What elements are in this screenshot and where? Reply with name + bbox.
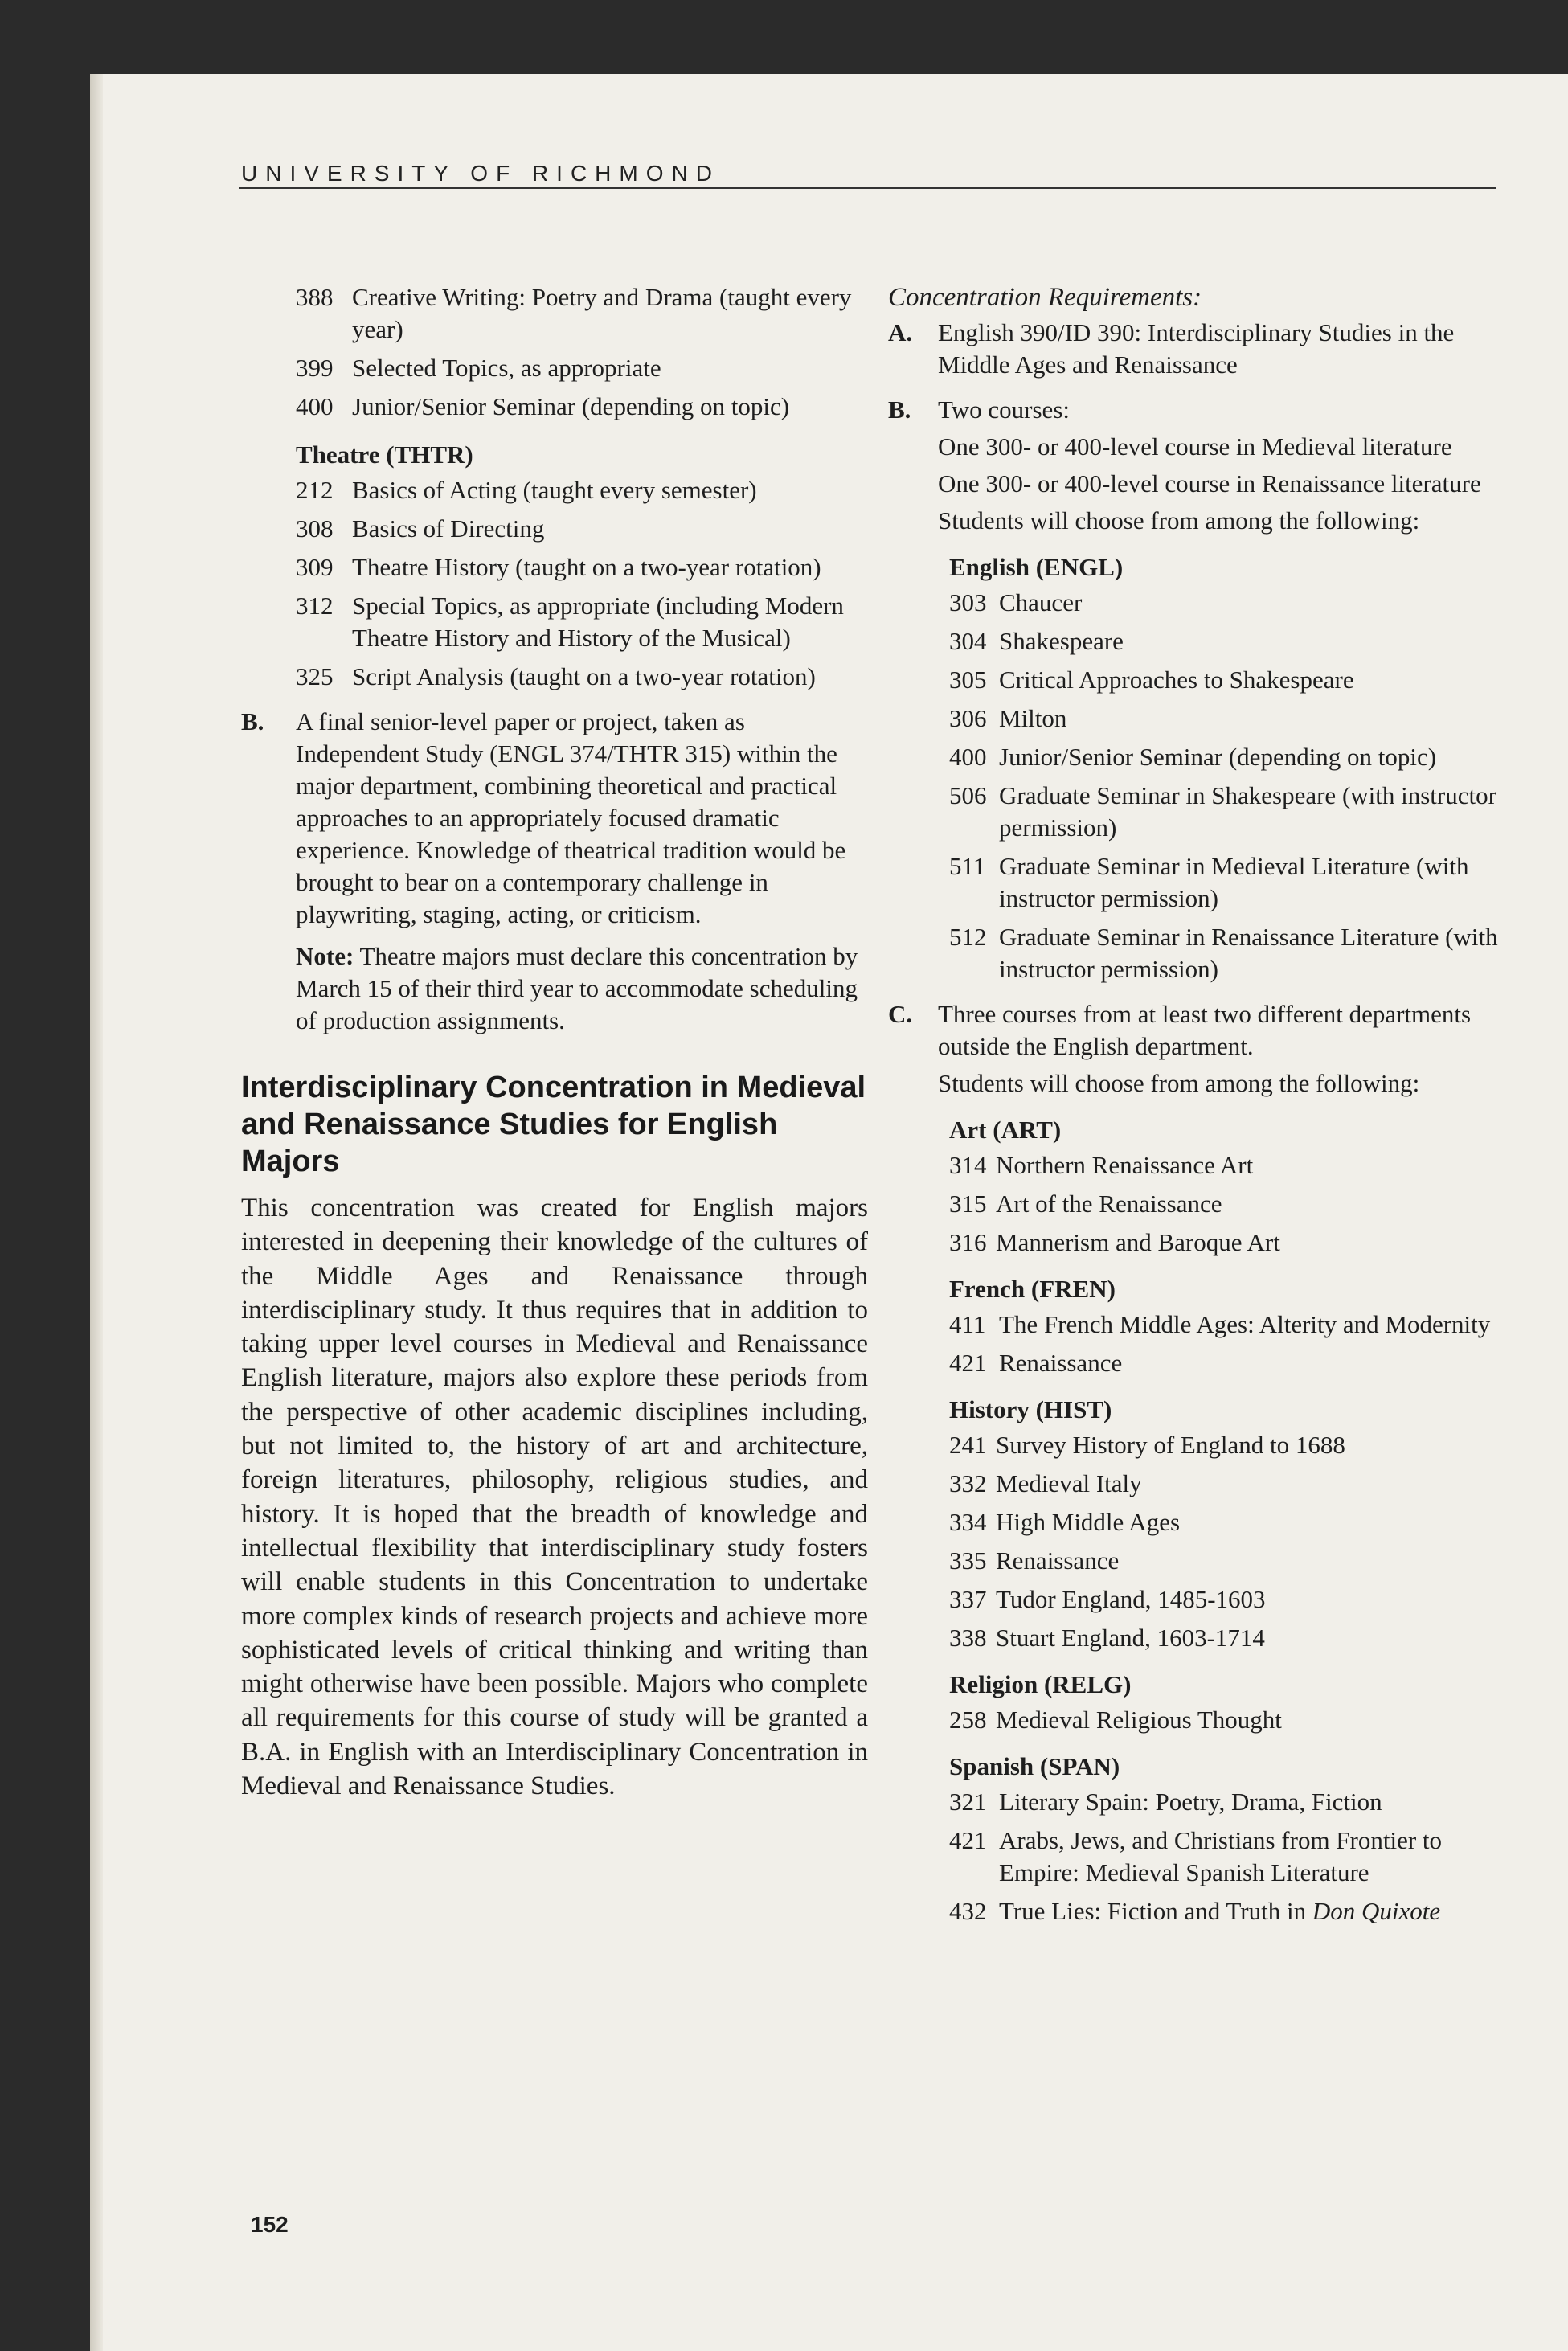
requirement-b bbox=[241, 706, 868, 1037]
course-item bbox=[949, 1347, 1507, 1379]
requirement-text: A final senior-level paper or project, taken as Independent Study (ENGL 374/THTR 315) within the major department, combining theoretical and practical approaches to an appropriately focused dramatic experience. Knowledge of theatrical tradition would be brought to bear on a contemporary challenge in playwriting, staging, acting, or criticism. bbox=[296, 707, 846, 928]
course-item bbox=[949, 921, 1507, 985]
requirement-letter: C. bbox=[888, 1000, 913, 1028]
course-title: Basics of Directing bbox=[352, 514, 545, 543]
course-title: Special Topics, as appropriate (including Modern Theatre History and History of the Musical) bbox=[352, 592, 844, 652]
top-course-list bbox=[296, 281, 868, 423]
course-number: 312 bbox=[296, 592, 334, 620]
spanish-heading: Spanish (SPAN) bbox=[949, 1752, 1120, 1780]
course-title: Arabs, Jews, and Christians from Frontier to Empire: Medieval Spanish Literature bbox=[999, 1826, 1443, 1886]
course-number: 212 bbox=[296, 476, 334, 504]
course-title: Creative Writing: Poetry and Drama (taught every year) bbox=[352, 283, 852, 343]
requirement-letter: A. bbox=[888, 318, 913, 346]
course-title: Medieval Italy bbox=[996, 1469, 1142, 1497]
course-title-text: True Lies: Fiction and Truth in bbox=[999, 1897, 1307, 1925]
page-number: 152 bbox=[251, 2212, 289, 2237]
course-title: Art of the Renaissance bbox=[996, 1190, 1222, 1218]
course-item bbox=[949, 1825, 1507, 1889]
course-title: Script Analysis (taught on a two-year rotation) bbox=[352, 662, 816, 690]
requirement-b bbox=[888, 394, 1507, 426]
course-item bbox=[949, 1786, 1507, 1818]
header-rule bbox=[239, 187, 1496, 189]
course-item bbox=[296, 551, 868, 584]
course-number: 241 bbox=[949, 1431, 987, 1459]
course-item bbox=[296, 513, 868, 545]
course-item bbox=[949, 664, 1507, 696]
course-number: 400 bbox=[949, 743, 987, 771]
course-title: Shakespeare bbox=[999, 627, 1124, 655]
course-item bbox=[949, 1583, 1507, 1616]
requirement-letter: B. bbox=[888, 395, 911, 424]
requirement-line: One 300- or 400-level course in Renaissance literature bbox=[938, 469, 1481, 498]
course-item bbox=[296, 391, 868, 423]
course-item bbox=[296, 281, 868, 346]
course-number: 314 bbox=[949, 1151, 987, 1179]
course-item bbox=[296, 661, 868, 693]
course-item bbox=[949, 850, 1507, 915]
course-item bbox=[949, 780, 1507, 844]
requirement-line: Students will choose from among the following: bbox=[938, 1069, 1420, 1097]
course-number: 309 bbox=[296, 553, 334, 581]
course-number: 512 bbox=[949, 923, 987, 951]
course-title bbox=[999, 1895, 1507, 1927]
requirement-line: One 300- or 400-level course in Medieval literature bbox=[938, 432, 1452, 461]
course-number: 400 bbox=[296, 392, 334, 420]
course-item bbox=[949, 1506, 1507, 1538]
course-number: 432 bbox=[949, 1897, 987, 1925]
religion-heading: Religion (RELG) bbox=[949, 1670, 1132, 1698]
course-item bbox=[949, 1309, 1507, 1341]
course-title: High Middle Ages bbox=[996, 1508, 1181, 1536]
left-column bbox=[241, 281, 868, 1803]
course-item bbox=[949, 1227, 1507, 1259]
course-number: 506 bbox=[949, 781, 987, 809]
course-number: 332 bbox=[949, 1469, 987, 1497]
running-header: UNIVERSITY OF RICHMOND bbox=[241, 161, 720, 186]
course-title: Selected Topics, as appropriate bbox=[352, 354, 661, 382]
course-item bbox=[949, 587, 1507, 619]
art-heading: Art (ART) bbox=[949, 1116, 1062, 1144]
course-title: Graduate Seminar in Shakespeare (with instructor permission) bbox=[999, 781, 1496, 842]
course-title: Milton bbox=[999, 704, 1067, 732]
course-item bbox=[296, 474, 868, 506]
course-number: 304 bbox=[949, 627, 987, 655]
course-item bbox=[296, 590, 868, 654]
course-title: Northern Renaissance Art bbox=[996, 1151, 1254, 1179]
course-number: 335 bbox=[949, 1546, 987, 1575]
course-item bbox=[949, 1188, 1507, 1220]
course-number: 399 bbox=[296, 354, 334, 382]
theatre-heading: Theatre (THTR) bbox=[296, 440, 473, 469]
requirement-body bbox=[296, 706, 868, 1037]
course-title: Mannerism and Baroque Art bbox=[996, 1228, 1280, 1256]
course-item bbox=[949, 741, 1507, 773]
course-item bbox=[949, 1704, 1507, 1736]
requirement-text: Two courses: bbox=[938, 395, 1070, 424]
course-number: 337 bbox=[949, 1585, 987, 1613]
course-title: Junior/Senior Seminar (depending on topic) bbox=[999, 743, 1437, 771]
course-item bbox=[949, 1545, 1507, 1577]
course-title: The French Middle Ages: Alterity and Modernity bbox=[999, 1310, 1491, 1338]
requirement-line: Students will choose from among the following: bbox=[938, 506, 1420, 535]
course-item bbox=[949, 625, 1507, 657]
course-title: Stuart England, 1603-1714 bbox=[996, 1624, 1265, 1652]
course-title: Graduate Seminar in Medieval Literature (with instructor permission) bbox=[999, 852, 1469, 912]
note-label: Note: bbox=[296, 942, 354, 970]
french-heading: French (FREN) bbox=[949, 1275, 1116, 1303]
course-number: 306 bbox=[949, 704, 987, 732]
course-item bbox=[949, 1429, 1507, 1461]
course-number: 511 bbox=[949, 852, 986, 880]
course-title: Critical Approaches to Shakespeare bbox=[999, 666, 1354, 694]
course-number: 421 bbox=[949, 1349, 987, 1377]
concentration-heading: Interdisciplinary Concentration in Medieval and Renaissance Studies for English Majors bbox=[241, 1071, 866, 1178]
course-title: Medieval Religious Thought bbox=[996, 1706, 1282, 1734]
course-item bbox=[949, 1149, 1507, 1182]
book-title: Don Quixote bbox=[1312, 1897, 1441, 1925]
note bbox=[296, 940, 868, 1037]
right-column bbox=[888, 281, 1507, 1934]
history-heading: History (HIST) bbox=[949, 1395, 1112, 1423]
course-number: 316 bbox=[949, 1228, 987, 1256]
course-title: Tudor England, 1485-1603 bbox=[996, 1585, 1266, 1613]
course-item bbox=[296, 352, 868, 384]
course-number: 303 bbox=[949, 588, 987, 616]
course-number: 325 bbox=[296, 662, 334, 690]
course-title: Chaucer bbox=[999, 588, 1083, 616]
course-title: Graduate Seminar in Renaissance Literature (with instructor permission) bbox=[999, 923, 1498, 983]
course-number: 321 bbox=[949, 1788, 987, 1816]
course-number: 334 bbox=[949, 1508, 987, 1536]
course-number: 421 bbox=[949, 1826, 987, 1854]
course-number: 308 bbox=[296, 514, 334, 543]
course-number: 258 bbox=[949, 1706, 987, 1734]
course-number: 388 bbox=[296, 283, 334, 311]
course-title: Basics of Acting (taught every semester) bbox=[352, 476, 757, 504]
course-item bbox=[949, 1468, 1507, 1500]
course-item bbox=[949, 1895, 1507, 1927]
english-heading: English (ENGL) bbox=[949, 553, 1124, 581]
theatre-course-list bbox=[296, 474, 868, 693]
course-title: Renaissance bbox=[999, 1349, 1123, 1377]
requirement-text: English 390/ID 390: Interdisciplinary Studies in the Middle Ages and Renaissance bbox=[938, 318, 1455, 379]
requirement-letter: B. bbox=[241, 707, 264, 735]
concentration-body: This concentration was created for English majors interested in deepening their knowledge of the cultures of the Middle Ages and Renaissance through interdisciplinary study. It thus requires that in addition to taking upper level courses in Medieval and Renaissance English literature, majors also explore these periods from the perspective of other academic disciplines including, but not limited to, the history of art and architecture, foreign literatures, philosophy, religious studies, and history. It is hoped that the breadth of knowledge and intellectual flexibility that interdisciplinary study fosters will enable students in this Concentration to undertake more complex kinds of research projects and achieve more sophisticated levels of critical thinking and writing than might otherwise have been possible. Majors who complete all requirements for this course of study will be granted a B.A. in English with an Interdisciplinary Concentration in Medieval and Renaissance Studies. bbox=[241, 1194, 868, 1801]
requirements-heading: Concentration Requirements: bbox=[888, 283, 1202, 312]
page-edge bbox=[90, 74, 103, 2351]
course-title: Renaissance bbox=[996, 1546, 1120, 1575]
requirement-c bbox=[888, 998, 1507, 1063]
course-title: Junior/Senior Seminar (depending on topic) bbox=[352, 392, 790, 420]
course-number: 411 bbox=[949, 1310, 986, 1338]
course-title: Survey History of England to 1688 bbox=[996, 1431, 1345, 1459]
course-number: 305 bbox=[949, 666, 987, 694]
course-title: Theatre History (taught on a two-year rotation) bbox=[352, 553, 821, 581]
note-text: Theatre majors must declare this concentration by March 15 of their third year to accommodate scheduling of production assignments. bbox=[296, 942, 858, 1034]
requirement-a bbox=[888, 317, 1507, 381]
course-item bbox=[949, 702, 1507, 735]
requirement-text: Three courses from at least two different departments outside the English department. bbox=[938, 1000, 1472, 1060]
course-number: 315 bbox=[949, 1190, 987, 1218]
course-item bbox=[949, 1622, 1507, 1654]
course-title: Literary Spain: Poetry, Drama, Fiction bbox=[999, 1788, 1382, 1816]
course-number: 338 bbox=[949, 1624, 987, 1652]
